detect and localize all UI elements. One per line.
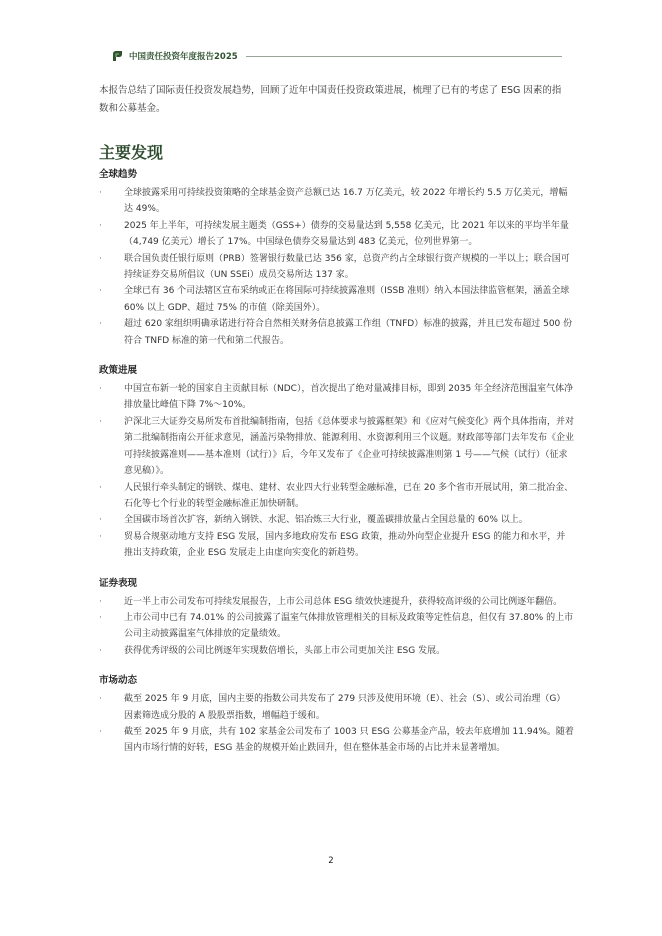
finding-item: · 截至 2025 年 9 月底，国内主要的指数公司共发布了 279 只涉及使用环境（E）、社会（S）、或公司治理（G）因素筛选成分股的 A 股股票指数，增幅趋于缓和。 <box>99 691 574 724</box>
finding-item: · 上市公司中已有 74.01% 的公司披露了温室气体排放管理相关的目标及政策等定性信息，但仅有 37.80% 的上市公司主动披露温室气体排放的定量绩效。 <box>99 610 574 643</box>
finding-item: · 联合国负责任银行原则（PRB）签署银行数量已达 356 家，总资产约占全球银行资产规模的一半以上；联合国可持续证券交易所倡议（UN SSEi）成员交易所达 137 家。 <box>99 251 574 284</box>
finding-item: · 全球披露采用可持续投资策略的全球基金资产总额已达 16.7 万亿美元，较 2022 年增长约 5.5 万亿美元，增幅达 49%。 <box>99 185 574 218</box>
category-title: 政策进展 <box>99 365 138 377</box>
category-title: 市场动态 <box>99 675 138 687</box>
findings-content <box>99 167 574 771</box>
finding-category <box>99 673 574 757</box>
finding-item: · 截至 2025 年 9 月底，共有 102 家基金公司发布了 1003 只 ESG 公募基金产品，较去年底增加 11.94%。随着国内市场行情的好转，ESG 基金的规模开始止跌回升，但在整体基金市场的占比并未显著增加。 <box>99 724 574 757</box>
finding-item: · 人民银行牵头制定的钢铁、煤电、建材、农业四大行业转型金融标准，已在 20 多个省市开展试用，第二批冶金、石化等七个行业的转型金融标准正加快研制。 <box>99 480 574 513</box>
section-title: 主要发现 <box>99 143 164 162</box>
finding-category <box>99 167 574 349</box>
category-title: 证券表现 <box>99 577 138 589</box>
finding-item: · 超过 620 家组织明确承诺进行符合自然相关财务信息披露工作组（TNFD）标准的披露，并且已发布超过 500 份符合 TNFD 标准的第一代和第二代报告。 <box>99 316 574 349</box>
report-title: 中国责任投资年度报告2025 <box>129 52 238 62</box>
finding-category <box>99 576 574 660</box>
finding-item: · 获得优秀评级的公司比例逐年实现数倍增长，头部上市公司更加关注 ESG 发展。 <box>99 643 574 659</box>
finding-item: · 中国宣布新一轮的国家自主贡献目标（NDC），首次提出了绝对量减排目标，即到 2035 年全经济范围温室气体净排放量比峰值下降 7%～10%。 <box>99 381 574 414</box>
finding-item: · 全国碳市场首次扩容，新纳入钢铁、水泥、铝冶炼三大行业，覆盖碳排放量占全国总量的 60% 以上。 <box>99 512 574 528</box>
category-title: 全球趋势 <box>99 169 138 180</box>
finding-item: · 全球已有 36 个司法辖区宣布采纳或正在将国际可持续披露准则（ISSB 准则）纳入本国法律监管框架，涵盖全球 60% 以上 GDP、超过 75% 的市值（除美国外）。 <box>99 283 574 316</box>
finding-item: · 2025 年上半年，可持续发展主题类（GSS+）债券的交易量达到 5,558 亿美元，比 2021 年以来的平均半年量（4,749 亿美元）增长了 17%。中国绿色债券交易量达到 483 亿美元，位列世界第一。 <box>99 218 574 251</box>
header-divider <box>246 56 562 57</box>
finding-item: · 近一半上市公司发布可持续发展报告，上市公司总体 ESG 绩效快速提升，获得较高评级的公司比例逐年翻倍。 <box>99 594 574 610</box>
intro-paragraph: 本报告总结了国际责任投资发展趋势，回顾了近年中国责任投资政策进展，梳理了已有的考虑了 ESG 因素的指数和公募基金。 <box>99 85 562 114</box>
finding-category <box>99 363 574 561</box>
page-number: 2 <box>328 856 334 866</box>
finding-item: · 贸易合规驱动地方支持 ESG 发展，国内多地政府发布 ESG 政策，推动外向型企业提升 ESG 的能力和水平，并推出支持政策，企业 ESG 发展走上由虚向实变化的新趋势。 <box>99 529 574 562</box>
leaf-logo-icon <box>112 50 123 62</box>
page-header <box>112 48 562 64</box>
finding-item: · 沪深北三大证券交易所发布首批编制指南，包括《总体要求与披露框架》和《应对气候变化》两个具体指南，并对第二批编制指南公开征求意见，涵盖污染物排放、能源利用、水资源利用三个议题。财政部等部门去年发布《企业可持续披露准则——基本准则（试行）》后，今年又发布了《企业可持续披露准则第 1 号——气候（试行）（征求意见稿）》。 <box>99 414 574 480</box>
